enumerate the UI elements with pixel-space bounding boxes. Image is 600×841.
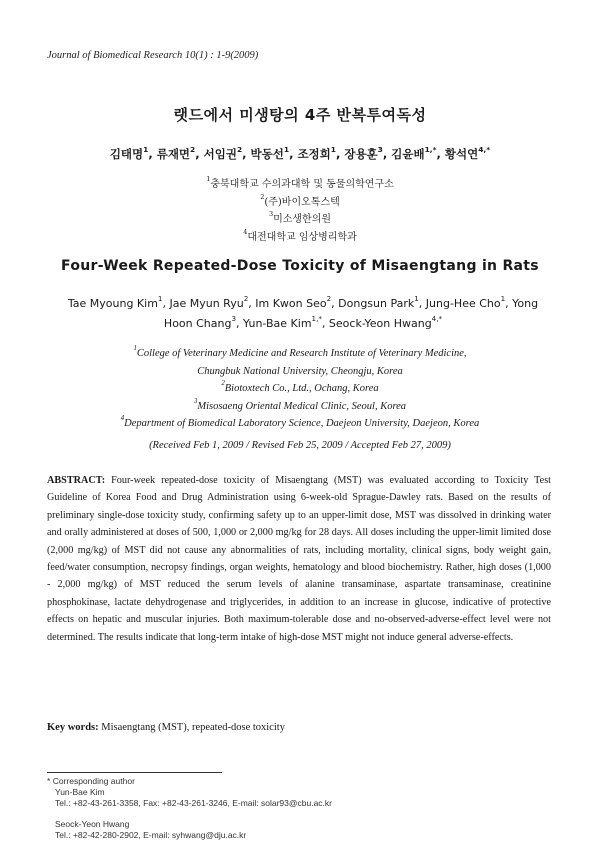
author: Yun-Bae Kim$^{1,*}$, bbox=[243, 313, 329, 330]
journal-citation: Journal of Biomedical Research 10(1) : 1-9(2009) bbox=[47, 50, 259, 61]
author-name: Seock-Yeon Hwang bbox=[55, 819, 130, 829]
affiliation: $^2$Biotoxtech Co., Ltd., Ochang, Korea bbox=[221, 380, 379, 394]
author: 황석연$^{4,*}$ bbox=[444, 144, 491, 161]
author-name: Yun-Bae Kim bbox=[55, 787, 105, 797]
author-contact: Tel.: +82-43-261-3358, Fax: +82-43-261-3246, E-mail: solar93@cbu.ac.kr bbox=[55, 798, 333, 808]
english-affiliations bbox=[0, 345, 600, 433]
author: Jae Myun Ryu$^2$, bbox=[169, 293, 256, 310]
author: 서임권$^2$, bbox=[203, 144, 251, 161]
keywords-text: Misaengtang (MST), repeated-dose toxicity bbox=[101, 722, 285, 733]
corresponding-author-footnote bbox=[47, 776, 332, 841]
affiliation: $^3$미소생한의원 bbox=[268, 210, 332, 225]
author: 김태명$^1$, bbox=[109, 144, 157, 161]
author-contact: Tel.: +82-42-280-2902, E-mail: syhwang@dju.ac.kr bbox=[55, 830, 247, 840]
footnote-divider bbox=[47, 772, 222, 773]
english-title: Four-Week Repeated-Dose Toxicity of Misaengtang in Rats bbox=[61, 258, 539, 274]
author: Tae Myoung Kim$^1$, bbox=[67, 293, 170, 310]
keywords bbox=[47, 722, 285, 733]
author: 박동선$^1$, bbox=[250, 144, 298, 161]
author: Yong Hoon Chang$^3$, bbox=[163, 297, 539, 330]
affiliation: $^2$(주)바이오톡스텍 bbox=[260, 192, 340, 208]
affiliation: Chungbuk National University, Cheongju, Korea bbox=[197, 365, 403, 377]
author: 김윤배$^{1,*}$, bbox=[391, 144, 445, 161]
abstract-text: Four-week repeated-dose toxicity of Misaengtang (MST) was evaluated according to Toxicity Test Guideline of Korea Food and Drug Administration using 6-week-old Sprague-Dawley rats. Based on the results of preliminary single-dose toxicity study, confirming safety up to an upper-limit dose, MST was dissolved in drinking water and orally administered at doses of 500, 1,000 or 2,000 mg/kg for 28 days. All doses including the upper-limit limited dose (2,000 mg/kg) of MST did not cause any abnormalities of rats, including mortality, clinical signs, body weight gain, feed/water consumption, necropsy findings, organ weights, hematology and blood biochemistry. Rather, high doses (1,000 - 2,000 mg/kg) of MST reduced the serum levels of alanine transaminase, aspartate transaminase, creatinine phosphokinase, lactate dehydrogenase and triglycerides, in addition to an increase in glucose, indicative of protective effects on hepatic and muscular injuries. Both maximum-tolerable dose and no-observed-adverse-effect level were not determined. The results indicate that long-term intake of high-dose MST might not induce general adverse-effects. bbox=[47, 475, 551, 643]
korean-affiliations bbox=[0, 176, 600, 246]
submission-dates: (Received Feb 1, 2009 / Revised Feb 25, 2009 / Accepted Feb 27, 2009) bbox=[149, 440, 451, 451]
author: Dongsun Park$^1$, bbox=[338, 293, 426, 310]
author: 류재면$^2$, bbox=[156, 144, 204, 161]
abstract bbox=[47, 472, 551, 646]
author: Im Kwon Seo$^2$, bbox=[255, 293, 339, 310]
affiliation: $^3$Misosaeng Oriental Medical Clinic, Seoul, Korea bbox=[193, 397, 407, 412]
affiliation: $^4$Department of Biomedical Laboratory Science, Daejeon University, Daejeon, Korea bbox=[120, 415, 480, 429]
author: Jung-Hee Cho$^1$, bbox=[425, 293, 513, 310]
author: 조정희$^1$, bbox=[297, 144, 345, 161]
affiliation: $^4$대전대학교 임상병리학과 bbox=[243, 227, 357, 243]
footnote-heading: * Corresponding author bbox=[47, 776, 135, 786]
affiliation: $^1$충북대학교 수의과대학 및 동물의학연구소 bbox=[206, 175, 394, 190]
author: Seock-Yeon Hwang$^{4,*}$ bbox=[328, 313, 443, 330]
english-author-list bbox=[60, 294, 546, 334]
keywords-label: Key words: bbox=[47, 722, 99, 733]
korean-author-list bbox=[0, 146, 600, 162]
abstract-label: ABSTRACT: bbox=[47, 475, 106, 486]
affiliation: $^1$College of Veterinary Medicine and Research Institute of Veterinary Medicine, bbox=[133, 345, 467, 359]
korean-title: 랫드에서 미생탕의 4주 반복투여독성 bbox=[173, 106, 427, 124]
author: 장용훈$^3$, bbox=[344, 144, 392, 161]
